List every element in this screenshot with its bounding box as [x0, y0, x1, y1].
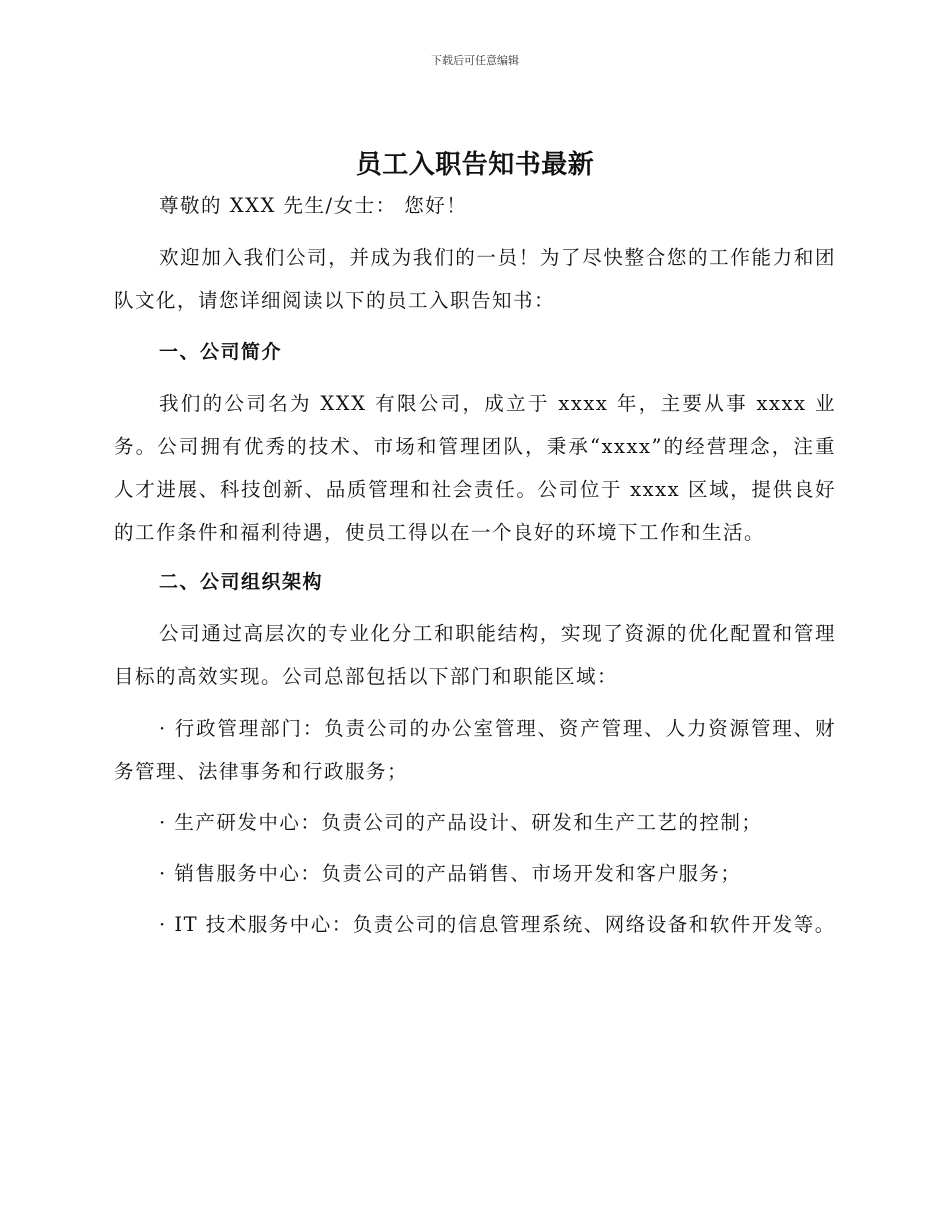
greeting: 尊敬的 XXX 先生/女士： 您好！ [159, 194, 468, 217]
page-header-note: 下载后可任意编辑 [431, 54, 519, 67]
document-title: 员工入职告知书最新 [355, 150, 595, 180]
section-heading-company-intro: 一、公司简介 [159, 341, 283, 363]
list-item-it-center: · IT 技术服务中心：负责公司的信息管理系统、网络设备和软件开发等。 [159, 913, 836, 936]
intro-paragraph: 欢迎加入我们公司，并成为我们的一员！为了尽快整合您的工作能力和团队文化，请您详细阅读以下的员工入职告知书： [114, 246, 836, 312]
org-structure-paragraph: 公司通过高层次的专业化分工和职能结构，实现了资源的优化配置和管理目标的高效实现。公司总部包括以下部门和职能区域： [114, 622, 836, 688]
list-item-rnd-center: · 生产研发中心：负责公司的产品设计、研发和生产工艺的控制； [159, 811, 763, 834]
section-heading-org-structure: 二、公司组织架构 [159, 571, 324, 593]
list-item-sales-center: · 销售服务中心：负责公司的产品销售、市场开发和客户服务； [159, 862, 742, 885]
company-intro-paragraph: 我们的公司名为 XXX 有限公司，成立于 xxxx 年，主要从事 xxxx 业务。公司拥有优秀的技术、市场和管理团队，秉承“xxxx”的经营理念，注重人才进展、科技创新、品质管理和社会责任。公司位于 xxxx 区域，提供良好的工作条件和福利待遇，使员工得以在一个良好的环境下工作和生活。 [114, 392, 836, 544]
list-item-admin-dept: · 行政管理部门：负责公司的办公室管理、资产管理、人力资源管理、财务管理、法律事务和行政服务； [114, 717, 836, 783]
